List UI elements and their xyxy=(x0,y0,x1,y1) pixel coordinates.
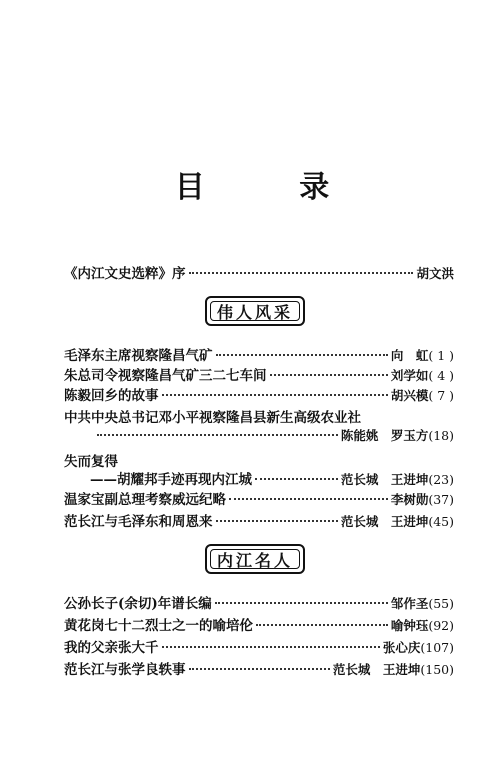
toc-entry-author: 张心庆 xyxy=(382,640,421,655)
toc-entry-title: 公孙长子(余切)年谱长编 xyxy=(64,596,212,612)
toc-entry-author: 范长城 王进坤 xyxy=(340,472,429,487)
dot-leader xyxy=(189,668,330,670)
toc-entry-page: ( 4 ) xyxy=(428,368,454,383)
toc-entry-author: 邹作圣 xyxy=(390,596,429,611)
toc-entry-subtitle: ——胡耀邦手迹再现内江城 xyxy=(90,472,252,488)
toc-entry-title: 我的父亲张大千 xyxy=(64,640,159,656)
toc-entry-author: 陈能姚 罗玉方 xyxy=(340,428,429,443)
section-heading-great-figures: 伟人风采 xyxy=(205,296,305,326)
dot-leader xyxy=(229,498,388,500)
dot-leader xyxy=(216,354,388,356)
toc-entry xyxy=(90,468,454,488)
toc-entry-page: (45) xyxy=(428,514,454,529)
toc-entry-page: (150) xyxy=(420,662,454,677)
dot-leader xyxy=(97,434,338,436)
toc-entry xyxy=(64,658,454,678)
toc-entry xyxy=(64,344,454,364)
toc-entry-title: 陈毅回乡的故事 xyxy=(64,388,159,404)
toc-entry-title: 《内江文史选粹》序 xyxy=(64,266,186,282)
page-title: 目 录 xyxy=(174,170,372,205)
toc-entry xyxy=(94,426,454,446)
toc-entry-page: ( 1 ) xyxy=(428,348,454,363)
toc-entry-page: (37) xyxy=(428,492,454,507)
toc-entry-page: (23) xyxy=(428,472,454,487)
toc-entry xyxy=(64,488,454,508)
toc-entry xyxy=(64,364,454,384)
dot-leader xyxy=(162,394,388,396)
toc-entry-title: 中共中央总书记邓小平视察隆昌县新生高级农业社 xyxy=(64,410,361,426)
dot-leader xyxy=(216,520,338,522)
toc-entry xyxy=(64,636,454,656)
toc-entry xyxy=(64,384,454,404)
toc-entry-author: 胡兴模 xyxy=(390,388,429,403)
toc-entry-title: 范长江与毛泽东和周恩来 xyxy=(64,514,213,530)
dot-leader xyxy=(256,624,388,626)
dot-leader xyxy=(189,272,414,274)
toc-entry-page: ( 7 ) xyxy=(428,388,454,403)
toc-entry-author: 刘学如 xyxy=(390,368,429,383)
toc-entry-author: 胡文洪 xyxy=(416,266,454,281)
toc-entry xyxy=(64,614,454,634)
dot-leader xyxy=(255,478,338,480)
toc-entry-author: 李树勋 xyxy=(390,492,429,507)
toc-entry-author: 喻钟珏 xyxy=(390,618,429,633)
toc-entry-author: 范长城 王进坤 xyxy=(340,514,429,529)
toc-entry-title: 失而复得 xyxy=(64,454,118,470)
dot-leader xyxy=(162,646,380,648)
toc-entry-title: 朱总司令视察隆昌气矿三二七车间 xyxy=(64,368,267,384)
dot-leader xyxy=(215,602,388,604)
toc-entry-page: (18) xyxy=(428,428,454,443)
toc-entry-preface xyxy=(64,262,454,282)
toc-entry-page: (107) xyxy=(420,640,454,655)
toc-entry-title: 温家宝副总理考察威远纪略 xyxy=(64,492,226,508)
toc-entry-title: 范长江与张学良轶事 xyxy=(64,662,186,678)
toc-entry-author: 向 虹 xyxy=(390,348,429,363)
toc-entry-title: 黄花岗七十二烈士之一的喻培伦 xyxy=(64,618,253,634)
toc-entry-author: 范长城 王进坤 xyxy=(332,662,421,677)
toc-entry-page: (55) xyxy=(428,596,454,611)
toc-entry xyxy=(64,510,454,530)
dot-leader xyxy=(270,374,388,376)
section-heading-neijiang-notables: 内江名人 xyxy=(205,544,305,574)
toc-entry-title: 毛泽东主席视察隆昌气矿 xyxy=(64,348,213,364)
toc-entry xyxy=(64,592,454,612)
toc-entry-page: (92) xyxy=(428,618,454,633)
